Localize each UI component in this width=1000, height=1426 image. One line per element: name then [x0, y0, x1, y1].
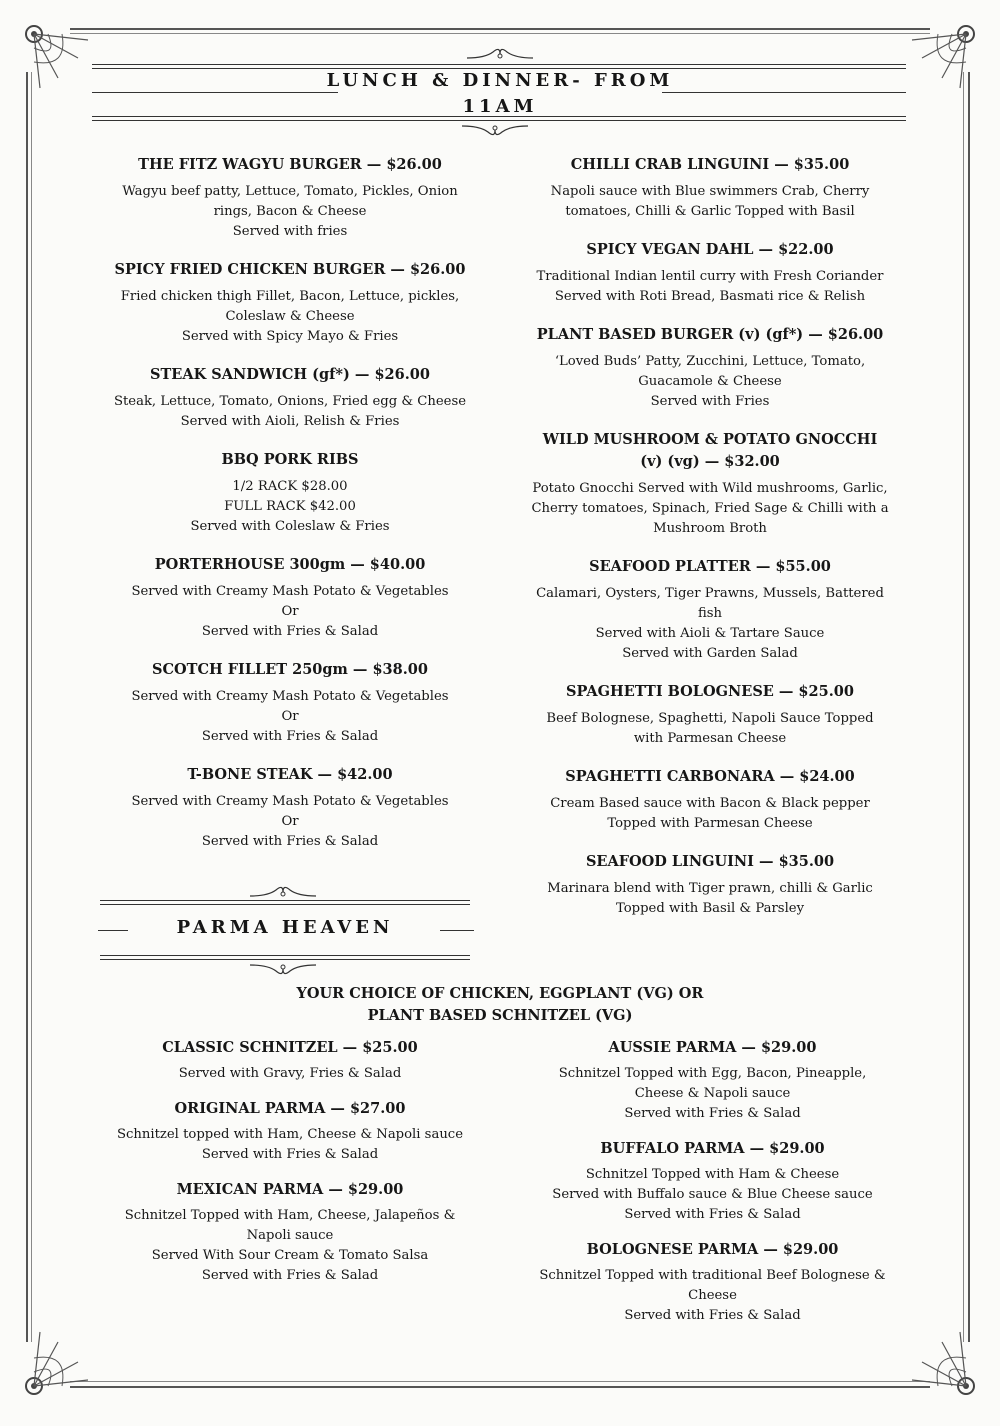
menu-item-title: AUSSIE PARMA — $29.00: [608, 1039, 817, 1056]
menu-item: [80, 659, 500, 747]
menu-item-description: Served with Creamy Mash Potato & Vegetables: [131, 689, 449, 704]
menu-item-description: Topped with Basil & Parsley: [615, 901, 805, 916]
menu-item-description: Served with Coleslaw & Fries: [190, 519, 390, 534]
menu-item-title: BBQ PORK RIBS: [221, 451, 359, 468]
menu-item-description: Wagyu beef patty, Lettuce, Tomato, Pickles, Onion: [122, 184, 458, 199]
parma-right-column: [505, 1037, 920, 1340]
left-menu-column: [80, 154, 500, 869]
menu-item-description: Served with Aioli & Tartare Sauce: [595, 626, 825, 641]
menu-item-title: T-BONE STEAK — $42.00: [187, 766, 393, 783]
parma-left-column: [70, 1037, 510, 1300]
menu-item-description: Guacamole & Cheese: [638, 374, 782, 389]
frame-bottom: [70, 1386, 930, 1388]
frame-left-inner: [31, 72, 32, 1342]
frame-right: [968, 72, 970, 1342]
menu-item: [80, 259, 500, 347]
menu-item-description: Served with fries: [232, 224, 348, 239]
menu-item-title: SPAGHETTI CARBONARA — $24.00: [565, 768, 855, 785]
menu-item: [505, 239, 915, 307]
parma-heading: PARMA HEAVEN: [176, 917, 394, 938]
menu-item: [80, 764, 500, 852]
menu-item-title: SEAFOOD PLATTER — $55.00: [589, 558, 831, 575]
menu-item: [505, 851, 915, 919]
menu-item: [80, 449, 500, 537]
menu-item-title: MEXICAN PARMA — $29.00: [176, 1181, 404, 1198]
menu-item-title: CHILLI CRAB LINGUINI — $35.00: [570, 156, 850, 173]
menu-item: [505, 324, 915, 412]
menu-item: [70, 1098, 510, 1165]
menu-item-description: rings, Bacon & Cheese: [213, 204, 367, 219]
menu-item-description: Beef Bolognese, Spaghetti, Napoli Sauce Topped: [546, 711, 874, 726]
parma-choice-line2: PLANT BASED SCHNITZEL (VG): [367, 1007, 633, 1024]
menu-item-description: Steak, Lettuce, Tomato, Onions, Fried egg & Cheese: [113, 394, 467, 409]
menu-item-title: CLASSIC SCHNITZEL — $25.00: [162, 1039, 418, 1056]
menu-item-title: STEAK SANDWICH (gf*) — $26.00: [150, 366, 430, 383]
parma-choice-line1: YOUR CHOICE OF CHICKEN, EGGPLANT (VG) OR: [296, 985, 704, 1002]
parma-dash-right: [440, 930, 474, 931]
frame-left: [26, 72, 28, 1342]
menu-item-description: Cream Based sauce with Bacon & Black pepper: [550, 796, 870, 811]
menu-item-description: Or: [281, 814, 299, 829]
parma-choice-note: [200, 983, 800, 1027]
menu-item-description: Coleslaw & Cheese: [225, 309, 355, 324]
menu-item-description: Schnitzel topped with Ham, Cheese & Napoli sauce: [117, 1127, 463, 1142]
menu-item-description: Served with Creamy Mash Potato & Vegetables: [131, 584, 449, 599]
parma-flourish-bottom: [248, 961, 318, 977]
menu-item-description: Mushroom Broth: [653, 521, 767, 536]
menu-item: [505, 429, 915, 539]
menu-item-title: ORIGINAL PARMA — $27.00: [174, 1100, 406, 1117]
menu-item-title: SCOTCH FILLET 250gm — $38.00: [152, 661, 428, 678]
corner-ornament-bottom-left: [18, 1322, 98, 1402]
menu-item-description: Served with Fries & Salad: [624, 1207, 801, 1222]
menu-item: [505, 1037, 920, 1124]
menu-title-line2: 11AM: [462, 96, 538, 117]
menu-item-description: Or: [281, 709, 299, 724]
frame-right-inner: [963, 72, 964, 1342]
menu-item-title: SPICY FRIED CHICKEN BURGER — $26.00: [114, 261, 466, 278]
menu-item-description: Potato Gnocchi Served with Wild mushrooms, Garlic,: [532, 481, 888, 496]
menu-item-description: Served with Fries: [650, 394, 770, 409]
menu-item: [80, 364, 500, 432]
menu-item-description: with Parmesan Cheese: [633, 731, 787, 746]
menu-item-description: tomatoes, Chilli & Garlic Topped with Basil: [565, 204, 855, 219]
menu-item-description: Served with Spicy Mayo & Fries: [181, 329, 399, 344]
menu-item-title-line2: (v) (vg) — $32.00: [640, 453, 780, 470]
menu-item: [505, 556, 915, 664]
menu-item-description: Cheese: [688, 1288, 737, 1303]
menu-item-description: Served with Buffalo sauce & Blue Cheese sauce: [552, 1187, 873, 1202]
menu-item-description: 1/2 RACK $28.00: [232, 479, 348, 494]
menu-item-description: Or: [281, 604, 299, 619]
menu-item-description: Napoli sauce: [246, 1228, 334, 1243]
menu-item: [505, 766, 915, 834]
menu-item-description: Served with Fries & Salad: [201, 1268, 379, 1283]
frame-top: [70, 28, 930, 30]
header-flourish-top: [465, 46, 535, 62]
corner-ornament-top-left: [18, 18, 98, 98]
menu-item-description: Fried chicken thigh Fillet, Bacon, Lettuce, pickles,: [120, 289, 460, 304]
parma-dash-left: [98, 930, 128, 931]
menu-item-description: ‘Loved Buds’ Patty, Zucchini, Lettuce, Tomato,: [554, 354, 866, 369]
menu-item-description: Schnitzel Topped with traditional Beef Bolognese &: [539, 1268, 886, 1283]
menu-item-title: BOLOGNESE PARMA — $29.00: [586, 1241, 839, 1258]
menu-item: [505, 154, 915, 222]
menu-item-description: Served with Fries & Salad: [201, 624, 379, 639]
frame-top-inner: [70, 33, 930, 34]
menu-item-description: Cheese & Napoli sauce: [634, 1086, 791, 1101]
menu-item-title: BUFFALO PARMA — $29.00: [600, 1140, 825, 1157]
menu-item-title: WILD MUSHROOM & POTATO GNOCCHI: [542, 431, 878, 448]
menu-item-description: Served with Aioli, Relish & Fries: [180, 414, 400, 429]
menu-item: [80, 554, 500, 642]
menu-item: [70, 1179, 510, 1286]
parma-rule-bottom: [100, 955, 470, 956]
menu-item: [80, 154, 500, 242]
menu-item-description: Served with Fries & Salad: [201, 834, 379, 849]
right-menu-column: [505, 154, 915, 936]
menu-item-description: Served with Creamy Mash Potato & Vegetables: [131, 794, 449, 809]
menu-item-description: FULL RACK $42.00: [224, 499, 356, 514]
menu-item-description: Served with Fries & Salad: [201, 729, 379, 744]
header-flourish-bottom: [460, 122, 530, 138]
menu-item-description: Calamari, Oysters, Tiger Prawns, Mussels, Battered: [536, 586, 884, 601]
menu-item-description: Served with Gravy, Fries & Salad: [178, 1066, 402, 1081]
menu-title: [300, 68, 700, 120]
menu-item-description: Topped with Parmesan Cheese: [607, 816, 813, 831]
menu-item-description: fish: [697, 606, 723, 621]
frame-bottom-inner: [70, 1381, 930, 1382]
header-rule-top: [92, 64, 906, 65]
menu-item: [505, 1138, 920, 1225]
menu-item-description: Served with Roti Bread, Basmati rice & Relish: [554, 289, 866, 304]
menu-item-title: SPAGHETTI BOLOGNESE — $25.00: [566, 683, 854, 700]
menu-item: [505, 1239, 920, 1326]
menu-item-description: Traditional Indian lentil curry with Fresh Coriander: [536, 269, 884, 284]
menu-item-description: Served with Fries & Salad: [624, 1106, 801, 1121]
menu-item-description: Served with Fries & Salad: [624, 1308, 801, 1323]
menu-item-description: Schnitzel Topped with Ham, Cheese, Jalapeños &: [124, 1208, 456, 1223]
menu-item-title: THE FITZ WAGYU BURGER — $26.00: [138, 156, 442, 173]
menu-item-description: Schnitzel Topped with Ham & Cheese: [585, 1167, 840, 1182]
menu-item-description: Served with Fries & Salad: [201, 1147, 379, 1162]
menu-item-description: Served With Sour Cream & Tomato Salsa: [151, 1248, 429, 1263]
parma-flourish-top: [248, 884, 318, 900]
menu-title-line1: LUNCH & DINNER- FROM: [326, 70, 674, 91]
menu-item-title: PLANT BASED BURGER (v) (gf*) — $26.00: [536, 326, 884, 343]
menu-item: [505, 681, 915, 749]
menu-item-description: Served with Garden Salad: [622, 646, 798, 661]
parma-rule-top: [100, 900, 470, 901]
menu-item-title: PORTERHOUSE 300gm — $40.00: [154, 556, 426, 573]
corner-ornament-top-right: [902, 18, 982, 98]
menu-item-description: Schnitzel Topped with Egg, Bacon, Pineapple,: [558, 1066, 867, 1081]
menu-item-description: Cherry tomatoes, Spinach, Fried Sage & Chilli with a: [531, 501, 889, 516]
menu-item-title: SPICY VEGAN DAHL — $22.00: [586, 241, 834, 258]
menu-item-title: SEAFOOD LINGUINI — $35.00: [585, 853, 835, 870]
menu-item: [70, 1037, 510, 1084]
menu-item-description: Napoli sauce with Blue swimmers Crab, Cherry: [550, 184, 870, 199]
header-rule-bottom: [92, 116, 906, 117]
menu-item-description: Marinara blend with Tiger prawn, chilli & Garlic: [547, 881, 873, 896]
